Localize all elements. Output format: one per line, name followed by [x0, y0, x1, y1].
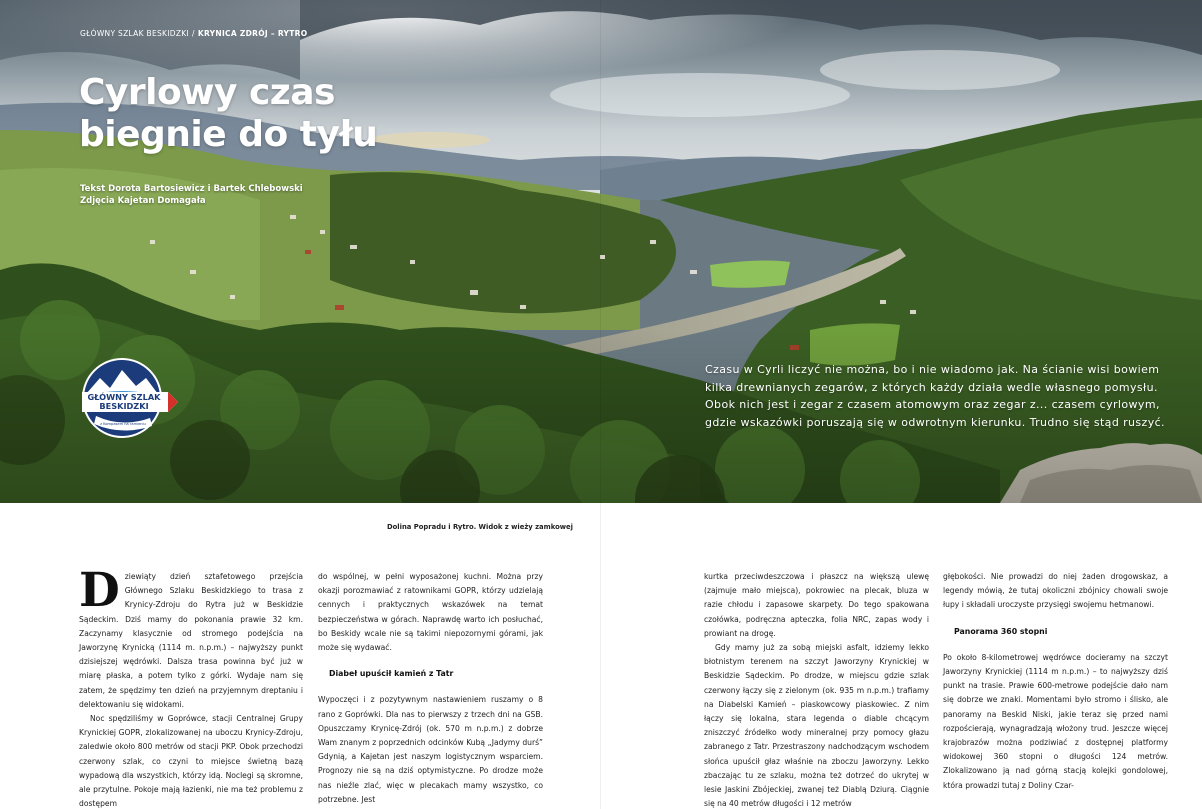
title-line-1: Cyrlowy czas [79, 72, 335, 113]
photo-caption: Dolina Popradu i Rytro. Widok z wieży zamkowej [387, 523, 573, 531]
paragraph: Gdy mamy już za sobą miejski asfalt, idziemy lekko błotnistym terenem na szczyt Jaworzyny Krynickiej w Beskidzie Sądeckim. Po drodze, w miejscu gdzie szlak czerwony łączy się z zielonym (ok. 935 m n.p.m.) trafiamy na Diabelski Kamień – piaskowcowy piaskowiec. Z nim łączy się lokalna, stara legenda o diable chcącym zniszczyć źródełko wody mineralnej przy pomocy głazu zabranego z Tatr. Przestraszony nadchodzącym wschodem słońca upuścił głaz właśnie na zboczu Jaworzyny. Lekko zbaczając tu ze szlaku, można też dotrzeć do ukrytej w lesie Jaskini Zbójeckiej, zwanej też Diablą Dziurą. Ciągnie się na 40 metrów długości i 12 metrów [704, 643, 929, 809]
paragraph: Po około 8-kilometrowej wędrówce docieramy na szczyt Jaworzyny Krynickiej (1114 m n.p.m.) – to najwyższy dziś punkt na trasie. Prawie 600-metrowe podejście dało nam się dobrze we znaki. Momentami było stromo i ślisko, ale panoramy na Beskid Niski, jakie teraz się przed nami rozpościerają, wynagradzają włożony trud. Jeszcze więcej krajobrazów można podziwiać z dostępnej platformy widokowej 360 stopni o długości 124 metrów. Zlokalizowano ją nad górną stacją kolejki gondolowej, która prowadzi tutaj z Doliny Czar- [943, 652, 1168, 790]
author-credit: Tekst Dorota Bartosiewicz i Bartek Chlebowski [80, 184, 303, 194]
body-column-2 [318, 570, 543, 807]
paragraph: Wypoczęci i z pozytywnym nastawieniem ruszamy o 8 rano z Goprówki. Dla nas to pierwszy z trzech dni na GSB. Opuszczamy Krynicę-Zdrój (ok. 570 m n.p.m.) z dobrze Wam znanym z poprzednich odcinków Kubą „Jadymy durś” Gdynią, a Kajetan jest naszym logistycznym wsparciem. Prognozy nie są na dziś optymistyczne. Po drodze może nas nieźle zlać, więc w plecakach mamy wszystko, co potrzebne. Jest [318, 695, 543, 804]
paragraph: Noc spędziliśmy w Goprówce, stacji Centralnej Grupy Krynickiej GOPR, zlokalizowanej na uboczu Krynicy-Zdroju, zaledwie około 800 metrów od stacji PKP. Obok przechodzi czerwony szlak, co czyni to miejsce świetną bazą wypadową dla wszystkich, którzy idą. Noclegi są skromne, ale przytulne. Pokoje mają łazienki, nie ma też problemu z dostępem [79, 714, 303, 809]
breadcrumb-subsection: KRYNICA ZDRÓJ – RYTRO [197, 29, 308, 38]
trail-badge-logo [80, 356, 180, 441]
breadcrumb [80, 29, 307, 38]
breadcrumb-section: GŁÓWNY SZLAK BESKIDZKI [80, 29, 190, 38]
badge-line-2: BESKIDZKI [99, 401, 149, 411]
body-column-3 [704, 570, 929, 809]
paragraph: kurtka przeciwdeszczowa i płaszcz na większą ulewę (zajmuje mało miejsca), pokrowiec na plecak, bluza w razie chłodu i zapasowe skarpety. Do tego spakowana czołówka, podręczna apteczka, folia NRC, zapas wody i prowiant na drogę. [704, 572, 929, 638]
drop-cap: D [79, 563, 120, 618]
paragraph: ziewiąty dzień sztafetowego przejścia Głównego Szlaku Beskidzkiego to trasa z Krynicy-Zdroju do Rytra już w Beskidzie Sądeckim. Dziś mamy do pokonania prawie 32 km. Zaczynamy klasycznie od stromego podejścia na Jaworzynę Krynicką (1114 m. n.p.m.) – najwyższy punkt dzisiejszej wędrówki. Dalsza trasa powinna być już w miarę płaska, a potem tylko z górki. Wydaje nam się zatem, że spędzimy ten dzień na przyjemnym dreptaniu i delektowaniu się widokami. [79, 572, 303, 709]
body-column-4 [943, 570, 1168, 793]
paragraph: do wspólnej, w pełni wyposażonej kuchni. Można przy okazji porozmawiać z ratownikami GOPR, którzy udzielają cennych i praktycznych wskazówek na temat bezpieczeństwa w górach. Naprawdę warto ich posłuchać, bo Beskidy wcale nie są takimi niepozornymi górami, jak może się wydawać. [318, 572, 543, 653]
title-line-2: biegnie do tyłu [79, 114, 378, 155]
trail-badge [80, 356, 180, 441]
subheading: Diabeł upuścił kamień z Tatr [329, 669, 454, 679]
badge-ribbon: z Kompasem na ramieniu [100, 422, 146, 426]
article-credits [80, 183, 303, 207]
breadcrumb-separator: / [192, 29, 195, 38]
photo-credit: Zdjęcia Kajetan Domagała [80, 196, 206, 206]
body-column-1 [79, 563, 303, 809]
subheading: Panorama 360 stopni [954, 626, 1048, 636]
article-lead: Czasu w Cyrli liczyć nie można, bo i nie wiadomo jak. Na ścianie wisi bowiem kilka drewnianych zegarów, z których każdy działa wedle własnego pomysłu. Obok nich jest i zegar z czasem atomowym oraz zegar z... czasem cyrlowym, gdzie wskazówki poruszają się w odwrotnym kierunku. Trudno się stąd ruszyć. [705, 363, 1165, 429]
badge-line-1: GŁÓWNY SZLAK [87, 392, 161, 402]
paragraph: głębokości. Nie prowadzi do niej żaden drogowskaz, a legendy mówią, że tutaj okoliczni zbójnicy chowali swoje łupy i składali uroczyste przysięgi swojemu hetmanowi. [943, 572, 1168, 610]
article-title [79, 72, 499, 156]
page-gutter [600, 0, 601, 809]
